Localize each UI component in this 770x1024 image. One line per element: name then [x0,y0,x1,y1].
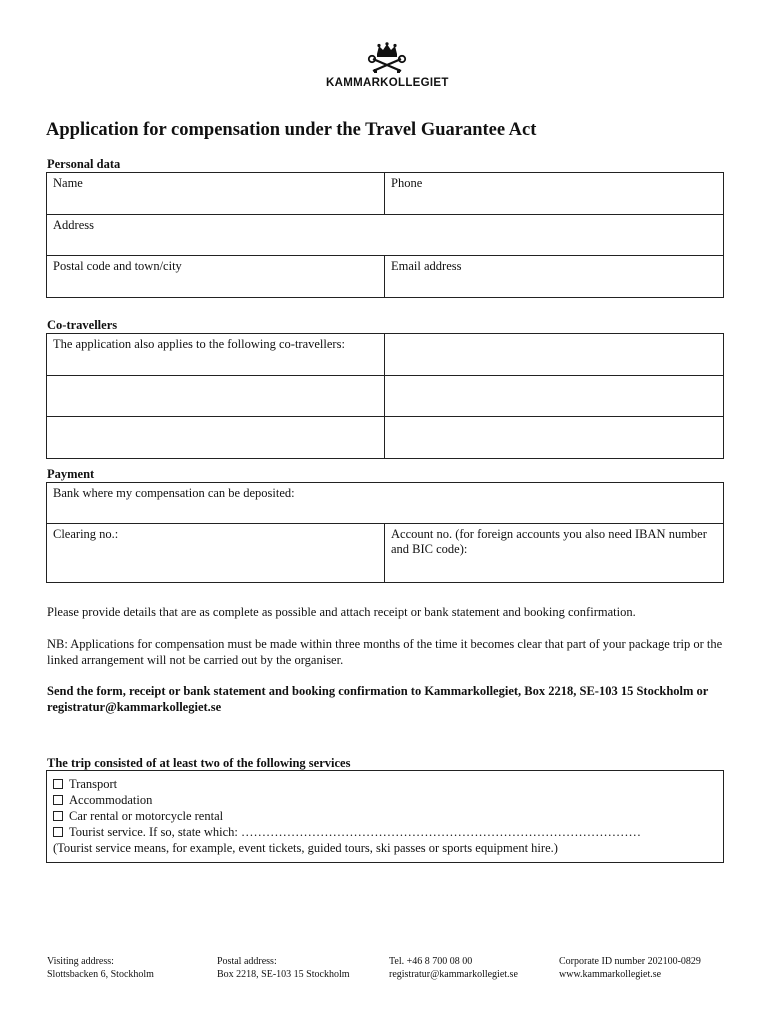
account-label: Account no. (for foreign accounts you also need IBAN number and BIC code): [391,527,707,556]
co-travellers-heading: Co-travellers [47,318,118,332]
address-field[interactable] [47,215,724,256]
details-note: Please provide details that are as complete as possible and attach receipt or bank statement and booking confirmation. [47,605,636,619]
trip-services-heading: The trip consisted of at least two of the following services [47,756,351,770]
co-traveller-intro [47,334,385,376]
co-traveller-field-1[interactable] [385,334,724,376]
tel: Tel. +46 8 700 08 00 [389,956,473,967]
bank-field[interactable] [47,483,724,524]
trip-services-box [46,770,724,863]
name-label: Name [53,176,83,190]
checkbox-icon[interactable] [53,779,63,789]
footer-corporate [559,955,701,981]
co-travellers-table [46,333,724,459]
clearing-field[interactable] [47,524,385,583]
payment-table [46,482,724,583]
bank-label: Bank where my compensation can be deposited: [53,486,295,500]
checkbox-icon[interactable] [53,811,63,821]
service-option-accommodation[interactable] [53,792,717,808]
corp-id: Corporate ID number 202100-0829 [559,956,701,967]
logo-text: KAMMARKOLLEGIET [326,77,449,89]
co-traveller-field-2[interactable] [47,376,385,417]
service-option-tourist-service[interactable] [53,824,717,840]
address-label: Address [53,218,94,232]
checkbox-icon[interactable] [53,827,63,837]
co-traveller-intro-label: The application also applies to the following co-travellers: [53,337,345,351]
checkbox-icon[interactable] [53,795,63,805]
tourist-service-note: (Tourist service means, for example, event tickets, guided tours, ski passes or sports equipment hire.) [53,841,558,855]
nb-note: NB: Applications for compensation must be made within three months of the time it becomes clear that part of your package trip or the linked arrangement will not be carried out by the organiser. [47,637,723,667]
page-title: Application for compensation under the Travel Guarantee Act [46,120,537,140]
phone-field[interactable] [385,173,724,215]
website-link[interactable]: www.kammarkollegiet.se [559,969,662,980]
option-label: Transport [69,777,118,791]
co-traveller-field-5[interactable] [385,417,724,459]
personal-data-table [46,172,724,298]
personal-data-heading: Personal data [47,157,121,171]
service-option-transport[interactable] [53,776,717,792]
option-label: Accommodation [69,793,153,807]
co-traveller-field-4[interactable] [47,417,385,459]
name-field[interactable] [47,173,385,215]
option-label: Tourist service. If so, state which: …………………………………………………………………………………… [69,825,641,839]
footer-email-link[interactable]: registratur@kammarkollegiet.se [389,969,518,980]
footer-postal [217,955,350,981]
clearing-label: Clearing no.: [53,527,119,541]
service-option-car-rental[interactable] [53,808,717,824]
postal-label: Postal address: [217,956,277,967]
footer-visiting [47,955,154,981]
email-field[interactable] [385,256,724,298]
payment-heading: Payment [47,467,95,481]
postal-field[interactable] [47,256,385,298]
visiting-value: Slottsbacken 6, Stockholm [47,969,154,980]
co-traveller-field-3[interactable] [385,376,724,417]
visiting-label: Visiting address: [47,956,114,967]
crown-keys-emblem-icon [365,42,409,74]
postal-value: Box 2218, SE-103 15 Stockholm [217,969,350,980]
footer-contact [389,955,518,981]
phone-label: Phone [391,176,423,190]
email-label: Email address [391,259,462,273]
option-label: Car rental or motorcycle rental [69,809,224,823]
postal-label: Postal code and town/city [53,259,182,273]
kammarkollegiet-logo [326,42,448,92]
account-field[interactable] [385,524,724,583]
send-instructions: Send the form, receipt or bank statement and booking confirmation to Kammarkollegiet, Box 2218, SE-103 15 Stockholm or registratur@kammarkollegiet.se [47,684,709,714]
